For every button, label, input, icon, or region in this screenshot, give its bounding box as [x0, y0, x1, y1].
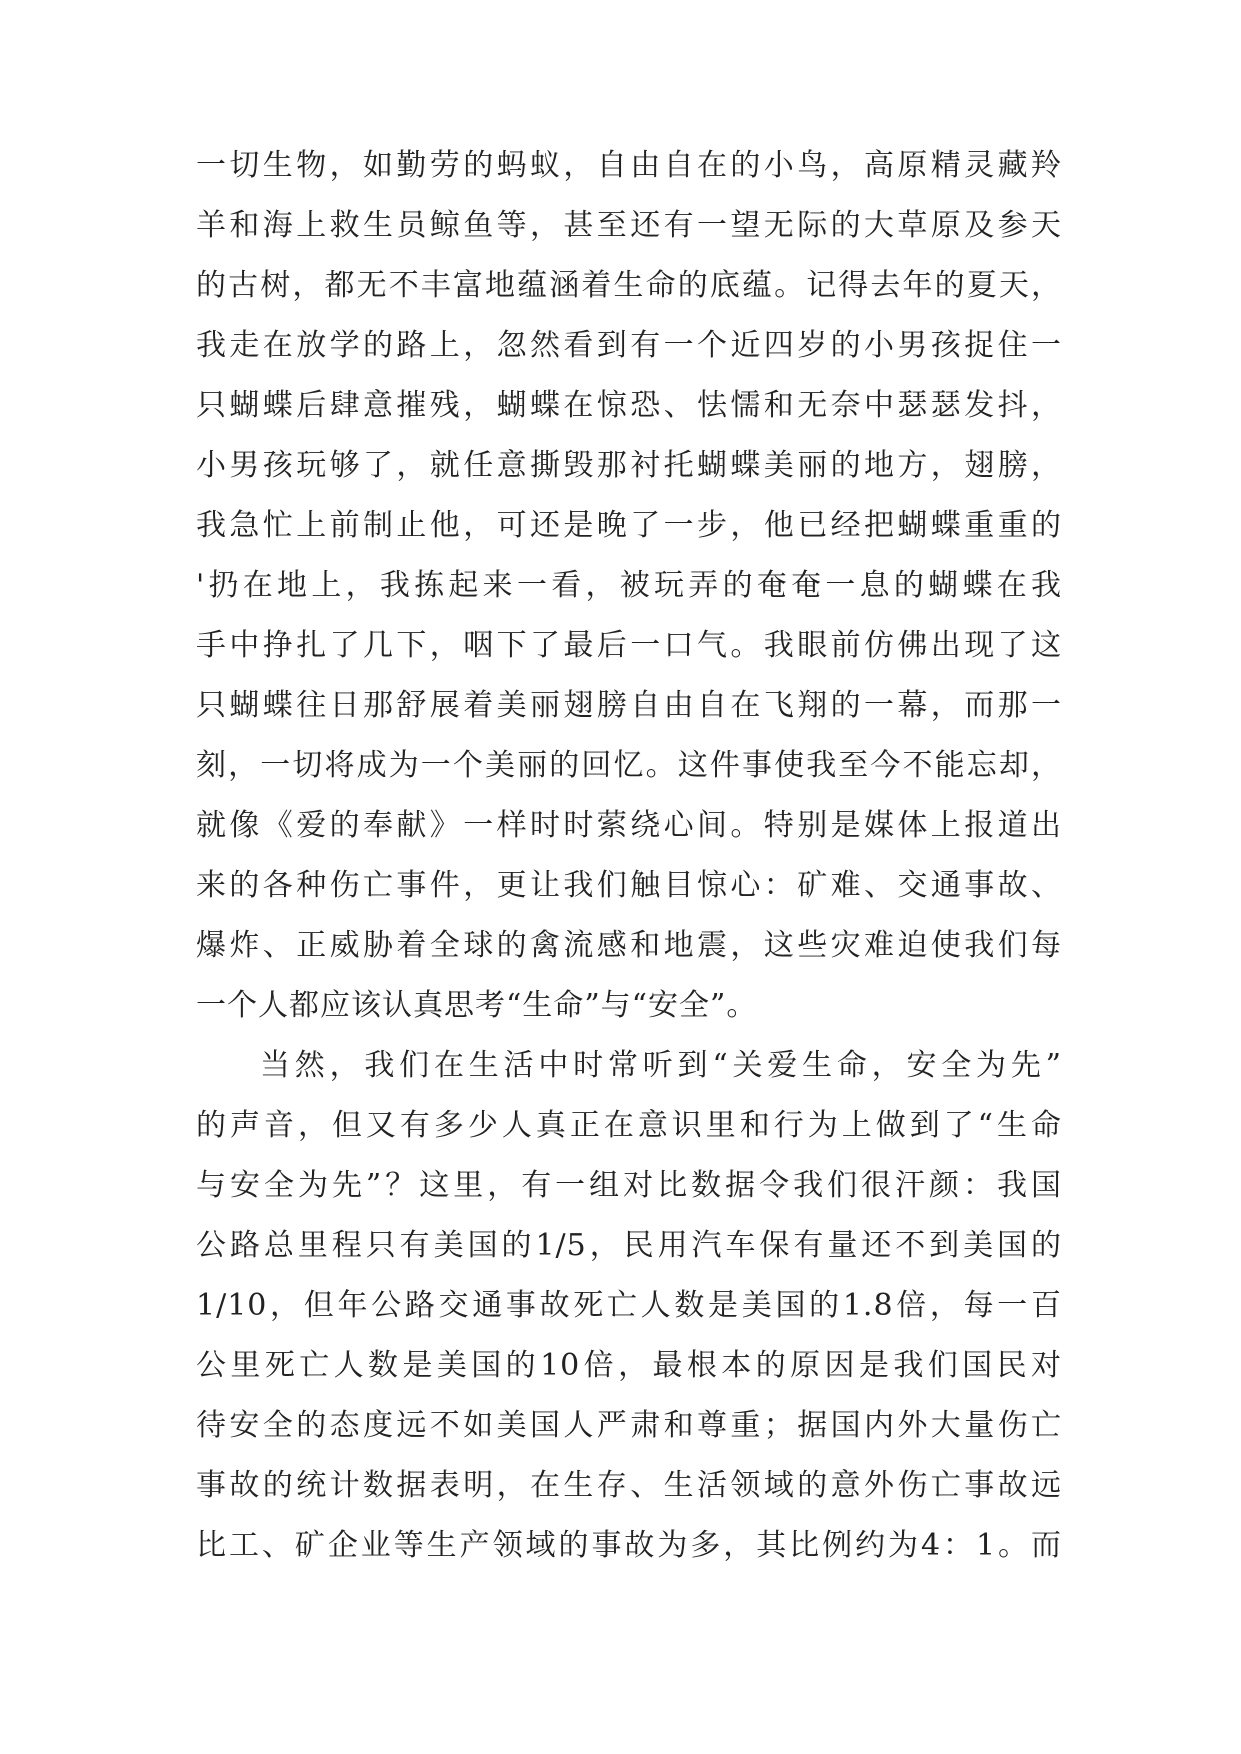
- text-line: 手中挣扎了几下，咽下了最后一口气。我眼前仿佛出现了这: [196, 628, 1062, 663]
- text-line: 与安全为先”？这里，有一组对比数据令我们很汗颜：我国: [196, 1168, 1062, 1203]
- text-line: 我走在放学的路上，忽然看到有一个近四岁的小男孩捉住一: [196, 328, 1062, 363]
- text-line: 1/10，但年公路交通事故死亡人数是美国的1.8倍，每一百: [196, 1288, 1062, 1323]
- text-line: 的古树，都无不丰富地蕴涵着生命的底蕴。记得去年的夏天，: [196, 268, 1062, 303]
- text-line: 比工、矿企业等生产领域的事故为多，其比例约为4：1。而: [196, 1528, 1062, 1563]
- text-line: 事故的统计数据表明，在生存、生活领域的意外伤亡事故远: [196, 1468, 1062, 1503]
- text-line: 的声音，但又有多少人真正在意识里和行为上做到了“生命: [196, 1108, 1062, 1143]
- text-line: 只蝴蝶往日那舒展着美丽翅膀自由自在飞翔的一幕，而那一: [196, 688, 1062, 723]
- text-line: 爆炸、正威胁着全球的禽流感和地震，这些灾难迫使我们每: [196, 928, 1062, 963]
- text-line: 一个人都应该认真思考“生命”与“安全”。: [196, 988, 758, 1023]
- text-line: 只蝴蝶后肆意摧残，蝴蝶在惊恐、怯懦和无奈中瑟瑟发抖，: [196, 388, 1062, 423]
- text-line: 羊和海上救生员鲸鱼等，甚至还有一望无际的大草原及参天: [196, 208, 1062, 243]
- text-line: '扔在地上，我拣起来一看，被玩弄的奄奄一息的蝴蝶在我: [196, 568, 1062, 603]
- text-line: 就像《爱的奉献》一样时时萦绕心间。特别是媒体上报道出: [196, 808, 1062, 843]
- text-line: 一切生物，如勤劳的蚂蚁，自由自在的小鸟，高原精灵藏羚: [196, 148, 1062, 183]
- text-line: 待安全的态度远不如美国人严肃和尊重；据国内外大量伤亡: [196, 1408, 1062, 1443]
- text-line: 我急忙上前制止他，可还是晚了一步，他已经把蝴蝶重重的: [196, 508, 1062, 543]
- text-line: 当然，我们在生活中时常听到“关爱生命，安全为先”: [260, 1048, 1062, 1083]
- text-line: 小男孩玩够了，就任意撕毁那衬托蝴蝶美丽的地方，翅膀，: [196, 448, 1062, 483]
- text-line: 公里死亡人数是美国的10倍，最根本的原因是我们国民对: [196, 1348, 1062, 1383]
- text-line: 公路总里程只有美国的1/5，民用汽车保有量还不到美国的: [196, 1228, 1062, 1263]
- text-line: 来的各种伤亡事件，更让我们触目惊心：矿难、交通事故、: [196, 868, 1062, 903]
- text-line: 刻，一切将成为一个美丽的回忆。这件事使我至今不能忘却，: [196, 748, 1062, 783]
